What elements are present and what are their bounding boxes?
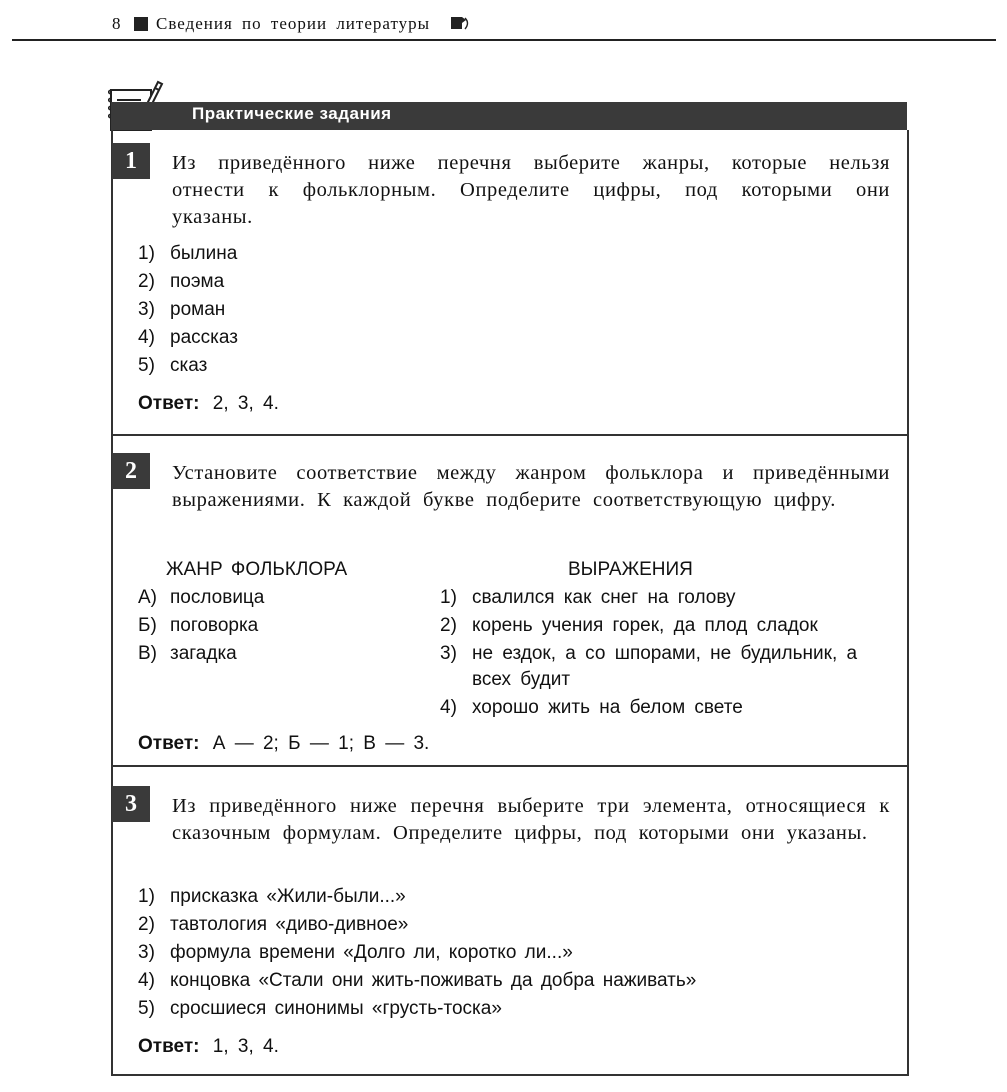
header-title: Сведения по теории литературы — [156, 14, 431, 33]
list-item: 4) рассказ — [138, 327, 238, 348]
section-title: Практические задания — [192, 104, 392, 123]
task-question: Из приведённого ниже перечня выберите три элемента, относящиеся к сказочным формулам. Определите цифры, под которыми они указаны. — [172, 795, 890, 844]
option-list — [138, 883, 696, 1023]
expression-list — [440, 585, 900, 723]
list-item: 5) сросшиеся синонимы «грусть-тоска» — [138, 998, 502, 1019]
right-column-header: ВЫРАЖЕНИЯ — [568, 559, 693, 580]
list-item: 1) былина — [138, 243, 238, 264]
list-item: 4) хорошо жить на белом свете — [440, 697, 743, 718]
running-header — [112, 14, 1002, 38]
list-item: 2) корень учения горек, да плод сладок — [440, 615, 818, 636]
left-column-header: ЖАНР ФОЛЬКЛОРА — [166, 559, 348, 580]
list-item: 3) не ездок, а со шпорами, не будильник, а всех будит — [440, 643, 858, 690]
task-answer: Ответ: А — 2; Б — 1; В — 3. — [138, 733, 430, 754]
task-separator — [111, 434, 907, 436]
task-question: Установите соответствие между жанром фольклора и приведёнными выражениями. К каждой букве подберите соответствующую цифру. — [172, 462, 890, 511]
list-item: 4) концовка «Стали они жить-поживать да добра наживать» — [138, 970, 697, 991]
task-answer: Ответ: 1, 3, 4. — [138, 1036, 279, 1057]
task-question: Из приведённого ниже перечня выберите жанры, которые нельзя отнести к фольклорным. Определите цифры, под которыми они указаны. — [172, 152, 890, 228]
list-item: 2) тавтология «диво-дивное» — [138, 914, 409, 935]
list-item: 5) сказ — [138, 355, 208, 376]
list-item: 2) поэма — [138, 271, 225, 292]
page-number: 8 — [112, 14, 122, 33]
task-answer: Ответ: 2, 3, 4. — [138, 393, 279, 414]
task-separator — [111, 765, 907, 767]
list-item: Б) поговорка — [138, 615, 259, 636]
book-mark-icon — [450, 14, 472, 37]
list-item: В) загадка — [138, 643, 237, 664]
list-item: 3) формула времени «Долго ли, коротко ли...» — [138, 942, 573, 963]
task-number: 1 — [112, 143, 150, 179]
task-number: 3 — [112, 786, 150, 822]
list-item: 3) роман — [138, 299, 226, 320]
genre-list — [138, 584, 264, 668]
list-item: А) пословица — [138, 587, 265, 608]
task-number: 2 — [112, 453, 150, 489]
square-bullet-icon — [134, 17, 148, 31]
list-item: 1) свалился как снег на голову — [440, 587, 736, 608]
header-rule — [12, 39, 996, 41]
option-list — [138, 240, 238, 380]
list-item: 1) присказка «Жили-были...» — [138, 886, 406, 907]
